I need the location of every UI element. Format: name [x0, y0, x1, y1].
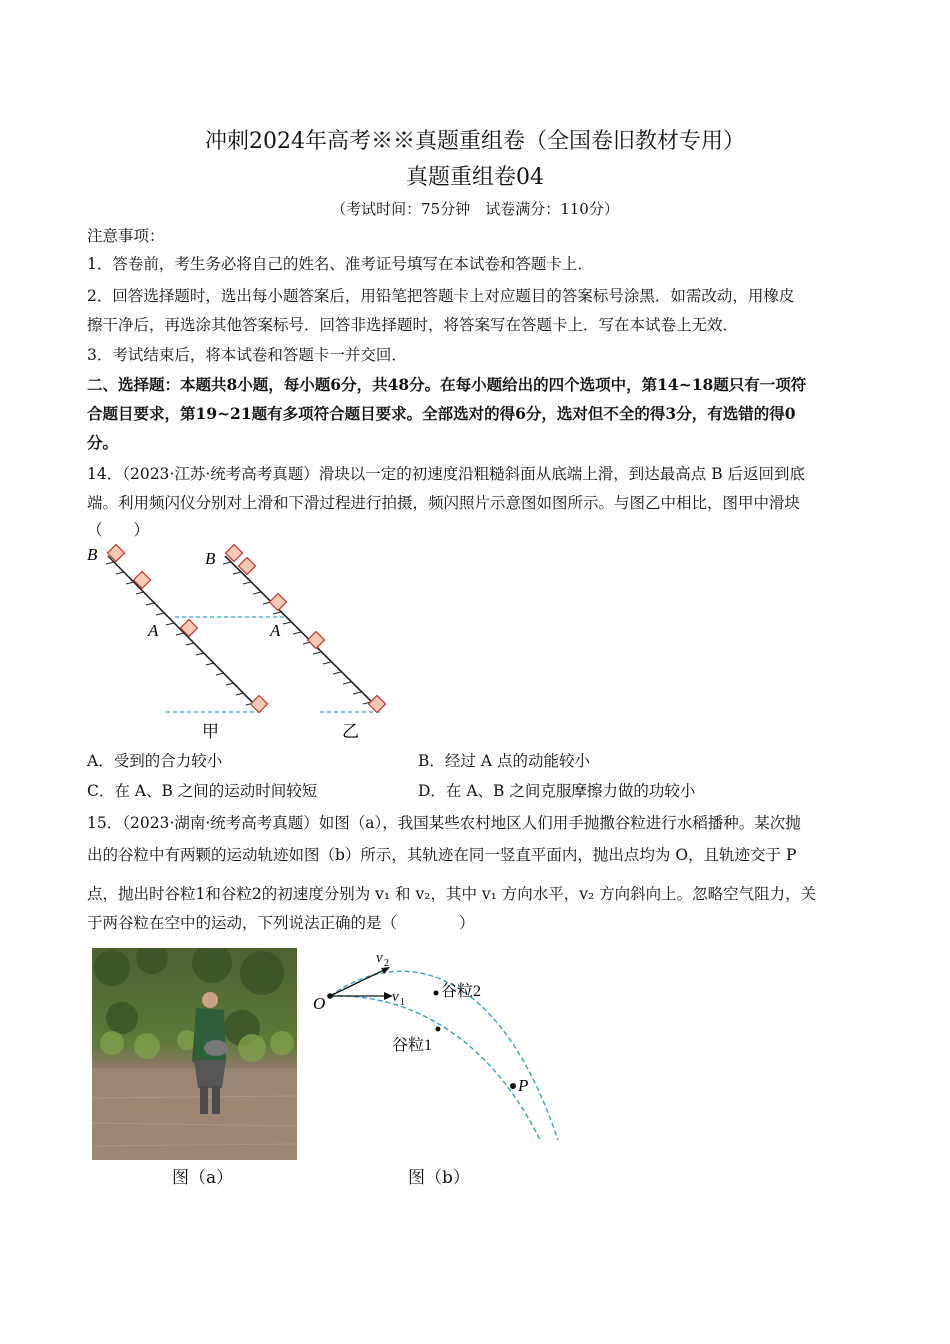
exam-subtitle-title: 真题重组卷04: [406, 165, 544, 190]
q14-option-b: B．经过 A 点的动能较小: [418, 752, 590, 770]
q14-line: 14．（2023·江苏·统考高考真题）滑块以一定的初速度沿粗糙斜面从底端上滑，到达最高点 B 后返回到底: [87, 465, 806, 483]
label-b-right: B: [205, 549, 216, 568]
incline-right: [225, 556, 380, 710]
label-grain2: 谷粒2: [441, 983, 482, 1000]
q14-option-c: C．在 A、B 之间的运动时间较短: [87, 782, 318, 800]
q15-line: 点，抛出时谷粒1和谷粒2的初速度分别为 v₁ 和 v₂，其中 v₁ 方向水平，v₂ 方向斜向上。忽略空气阻力，关: [87, 885, 817, 903]
q14-line: 端。利用频闪仪分别对上滑和下滑过程进行拍摄，频闪照片示意图如图所示。与图乙中相比，图甲中滑块: [87, 494, 801, 512]
block: [270, 594, 287, 611]
block: [134, 572, 151, 589]
label-v1-sub: 1: [400, 997, 405, 1008]
grain2-dot: [434, 991, 439, 996]
note-line: 1．答卷前，考生务必将自己的姓名、准考证号填写在本试卷和答题卡上．: [87, 255, 593, 273]
notes-heading: 注意事项：: [87, 227, 165, 245]
q15-line: 于两谷粒在空中的运动，下列说法正确的是（ ）: [87, 914, 475, 932]
block: [369, 696, 386, 713]
q14-option-d: D．在 A、B 之间克服摩擦力做的功较小: [418, 782, 696, 800]
label-a-right: A: [270, 621, 281, 640]
exam-info: （考试时间：75分钟 试卷满分：110分）: [331, 200, 619, 218]
caption-b: 图（b）: [408, 1168, 470, 1188]
block: [308, 632, 325, 649]
q14-incline-figure: [80, 540, 400, 745]
exam-title: 冲刺2024年高考※※真题重组卷（全国卷旧教材专用）: [205, 129, 745, 154]
q15-line: 15．（2023·湖南·统考高考真题）如图（a），我国某些农村地区人们用手抛撒谷粒进行水稻播种。某次抛: [87, 814, 801, 832]
section-line: 分。: [87, 433, 119, 452]
caption-a: 图（a）: [172, 1168, 234, 1188]
label-o: O: [313, 994, 326, 1013]
block: [181, 620, 198, 637]
label-b-left: B: [87, 545, 98, 564]
label-v2-sub: 2: [384, 958, 389, 969]
label-a-left: A: [148, 621, 159, 640]
label-grain1: 谷粒1: [392, 1037, 433, 1054]
farmer-sowing-photo: [92, 948, 297, 1160]
q14-option-a: A．受到的合力较小: [87, 752, 223, 770]
section-line: 二、选择题：本题共8小题，每小题6分，共48分。在每小题给出的四个选项中，第14~18题只有一项符: [87, 375, 807, 394]
note-line: 3．考试结束后，将本试卷和答题卡一并交回．: [87, 346, 407, 364]
label-yi: 乙: [342, 722, 359, 741]
point-p: [510, 1083, 516, 1089]
incline-right-hatch: [223, 562, 371, 704]
label-v2: v: [376, 950, 383, 966]
grain1-dot: [436, 1027, 441, 1032]
label-p: P: [518, 1076, 529, 1095]
q15-trajectory-figure: [310, 948, 570, 1148]
label-jia: 甲: [202, 722, 219, 741]
point-o: [327, 993, 333, 999]
q14-line: （ ）: [87, 521, 150, 539]
label-v1: v: [392, 989, 399, 1005]
incline-left-hatch: [106, 562, 254, 705]
v2-arrow: [330, 970, 384, 996]
note-line: 擦干净后，再选涂其他答案标号．回答非选择题时，将答案写在答题卡上．写在本试卷上无效．: [87, 316, 739, 334]
q15-line: 出的谷粒中有两颗的运动轨迹如图（b）所示，其轨迹在同一竖直平面内，抛出点均为 O，且轨迹交于 P: [87, 846, 797, 864]
note-line: 2．回答选择题时，选出每小题答案后，用铅笔把答题卡上对应题目的答案标号涂黑．如需改动，用橡皮: [87, 287, 795, 305]
section-line: 合题目要求，第19~21题有多项符合题目要求。全部选对的得6分，选对但不全的得3分，有选错的得0: [87, 404, 796, 423]
block: [251, 696, 268, 713]
trajectory-grain1: [330, 996, 540, 1140]
